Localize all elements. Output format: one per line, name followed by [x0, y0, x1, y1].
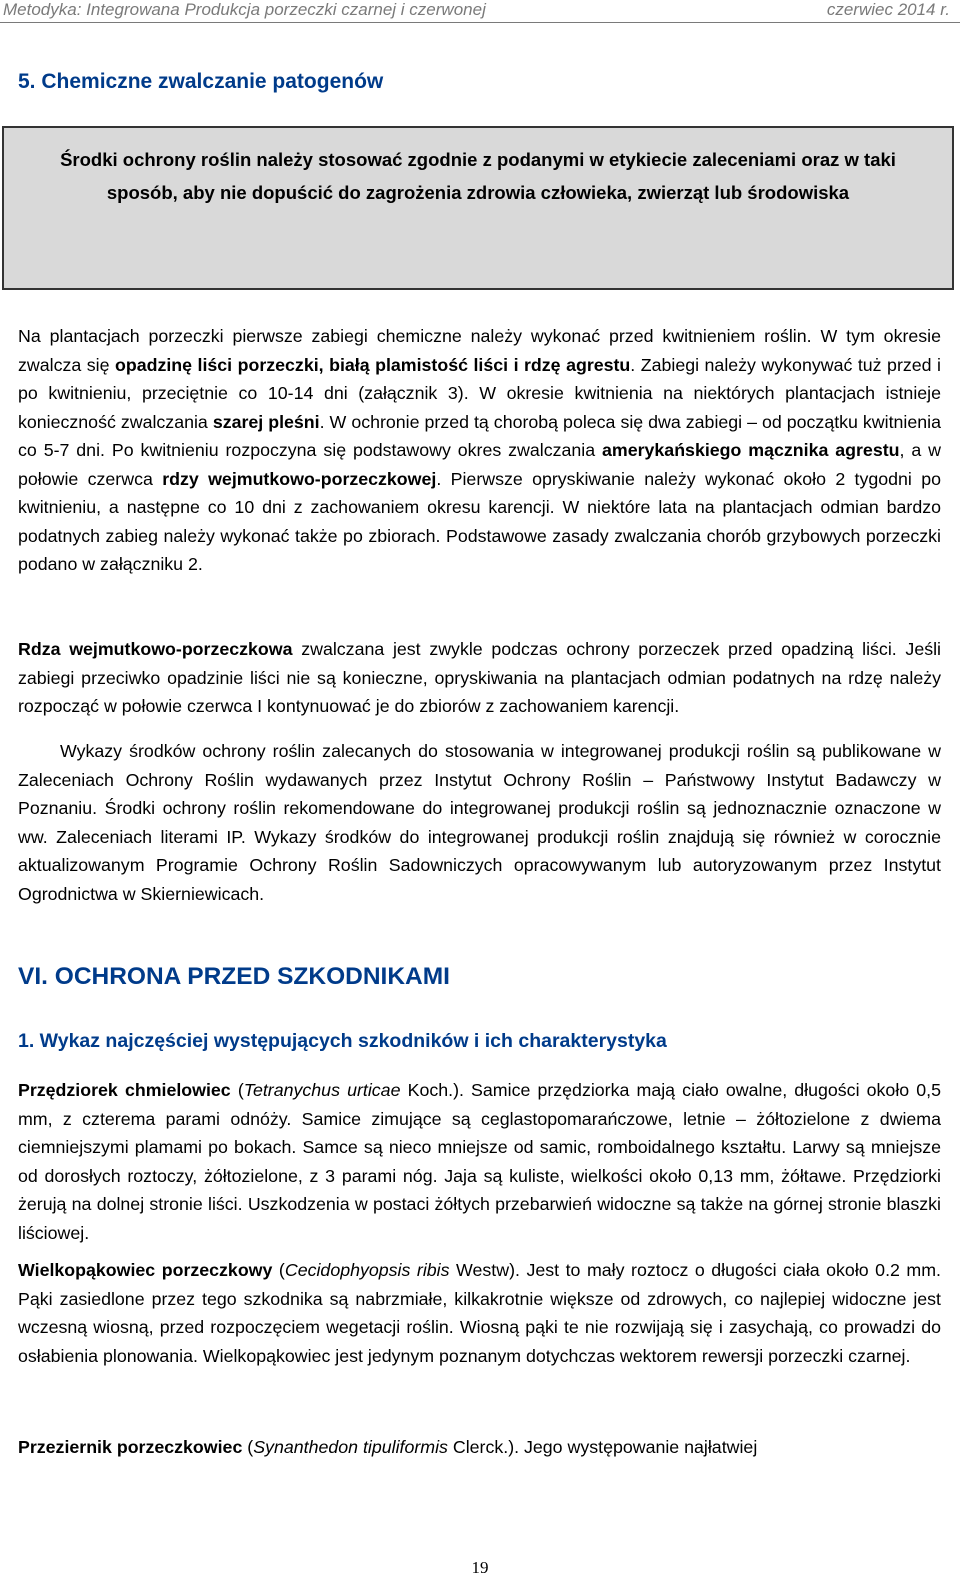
- section-heading-5: 5. Chemiczne zwalczanie patogenów: [18, 70, 384, 93]
- paragraph-text: Na plantacjach porzeczki pierwsze zabiegi chemiczne należy wykonać przed kwitnieniem roślin. W tym okresie zwalcza się: [18, 326, 941, 375]
- bold-term: opadzinę liści porzeczki, białą plamistość liści i rdzę agrestu: [114, 354, 631, 375]
- section-heading-vi: VI. OCHRONA PRZED SZKODNIKAMI: [18, 963, 450, 990]
- paragraph-ip-lists: Wykazy środków ochrony roślin zalecanych do stosowania w integrowanej produkcji roślin są publikowane w Zaleceniach Ochrony Roślin wydawanych przez Instytut Ochrony Roślin – Państwowy Instytut Badawczy w Poznaniu. Środki ochrony roślin rekomendowane do integrowanej produkcji roślin są jednoznacznie oznaczone w ww. Zaleceniach literami IP. Wykazy środków do integrowanej produkcji roślin znajdują się również w corocznie aktualizowanym Programie Ochrony Roślin Sadowniczych opracowywanym lub autoryzowanym przez Instytut Ogrodnictwa w Skierniewicach.: [18, 741, 941, 904]
- notice-text: Środki ochrony roślin należy stosować zgodnie z podanymi w etykiecie zaleceniami oraz w taki sposób, aby nie dopuścić do zagrożenia zdrowia człowieka, zwierząt lub środowiska: [60, 149, 896, 203]
- running-header: [0, 0, 960, 22]
- notice-box: [2, 126, 954, 290]
- bold-term: Rdza wejmutkowo-porzeczkowa: [18, 639, 293, 659]
- paragraph-text: . Pierwsze opryskiwanie należy wykonać około 2 tygodni po kwitnieniu, a następne co 10 dni z zachowaniem okresu karencji. W niektóre lata na plantacjach odmian bardzo podatnych zabieg należy wykonać także po zbiorach. Podstawowe zasady zwalczania chorób grzybowych porzeczki podano w załączniku 2.: [18, 468, 942, 574]
- latin-name: Cecidophyopsis ribis: [284, 1260, 450, 1280]
- bold-term: amerykańskiego mącznika agrestu: [602, 440, 900, 460]
- latin-name: Tetranychus urticae: [243, 1080, 401, 1100]
- paragraph-text: Clerck.). Jego występowanie najłatwiej: [447, 1437, 758, 1457]
- paragraph-text: , a w połowie czerwca: [18, 440, 941, 489]
- pest-name: Przeziernik porzeczkowiec: [18, 1437, 243, 1457]
- paragraph-text: zwalczana jest zwykle podczas ochrony porzeczek przed opadziną liści. Jeśli zabiegi przeciwko opadzinie liści nie są konieczne, opryskiwania na plantacjach odmian podatnych na rdzę należy rozpocząć w połowie czerwca I kontynuować je do zbiorów z zachowaniem karencji.: [18, 639, 941, 716]
- paragraph-pest-spider-mite: Przędziorek chmielowiec (Tetranychus urticae Koch.). Samice przędziorka mają ciało owalne, długości około 0,5 mm, z czterema parami odnóży. Samice zimujące są ceglastopomarańczowe, letnie – żółtozielone z dwiema ciemniejszymi plamami po bokach. Samce są nieco mniejsze od samic, romboidalnego kształtu. Larwy są mniejsze od dorosłych roztoczy, żółtozielone, z 3 parami nóg. Jaja są kuliste, wielkości około 0,13 mm, żółtawe. Przędziorki żerują na dolnej stronie liści. Uszkodzenia w postaci żółtych przebarwień widoczne są także na górnej stronie blaszki liściowej.: [18, 1080, 942, 1243]
- bold-term: rdzy wejmutkowo-porzeczkowej: [162, 468, 437, 489]
- pest-name: Wielkopąkowiec porzeczkowy: [18, 1260, 273, 1280]
- paragraph-pest-clearwing: Przeziernik porzeczkowiec (Synanthedon tipuliformis Clerck.). Jego występowanie najłatwiej: [18, 1437, 758, 1457]
- bold-term: szarej pleśni: [212, 411, 320, 432]
- paragraph-text: Koch.). Samice przędziorka mają ciało owalne, długości około 0,5 mm, z czterema parami odnóży. Samice zimujące są ceglastopomarańczowe, letnie – żółtozielone z dwiema ciemniejszymi plamami po bokach. Samce są nieco mniejsze od samic, romboidalnego kształtu. Larwy są mniejsze od dorosłych roztoczy, żółtozielone, z 3 parami nóg. Jaja są kuliste, wielkości około 0,13 mm, żółtawe. Przędziorki żerują na dolnej stronie liści. Uszkodzenia w postaci żółtych przebarwień widoczne są także na górnej stronie blaszki liściowej.: [18, 1080, 942, 1243]
- paragraph-text: Westw). Jest to mały roztocz o długości ciała około 0.2 mm. Pąki zasiedlone przez tego szkodnika są nabrzmiałe, kilkakrotnie większe od zdrowych, co najlepiej widoczne jest wczesną wiosną, przed rozpoczęciem wegetacji roślin. Wiosną pąki te nie rozwijają się i zasychają, co prowadzi do osłabienia plonowania. Wielkopąkowiec jest jedynym poznanym dotychczas wektorem rewersji porzeczki czarnej.: [18, 1260, 941, 1366]
- paragraph-text: . W ochronie przed tą chorobą poleca się dwa zabiegi – od początku kwitnienia co 5-7 dni. Po kwitnieniu rozpoczyna się podstawowy okres zwalczania: [18, 411, 941, 460]
- header-title: Metodyka: Integrowana Produkcja porzeczki czarnej i czerwonej: [3, 0, 486, 19]
- subsection-heading-1: 1. Wykaz najczęściej występujących szkodników i ich charakterystyka: [18, 1030, 667, 1052]
- paragraph-text: . Zabiegi należy wykonywać tuż przed i po kwitnieniu, przeciętnie co 10-14 dni (załącznik 3). W okresie kwitnienia na niektórych plantacjach istnieje konieczność zwalczania: [18, 354, 941, 432]
- header-rule: [0, 22, 960, 23]
- page-number: 19: [471, 1558, 489, 1577]
- header-date: czerwiec 2014 r.: [826, 0, 950, 19]
- paragraph-chemical-treatments: [18, 322, 941, 579]
- pest-name: Przędziorek chmielowiec: [18, 1080, 231, 1100]
- latin-name: Synanthedon tipuliformis: [253, 1437, 448, 1457]
- paragraph-pest-bud-mite: Wielkopąkowiec porzeczkowy (Cecidophyopsis ribis Westw). Jest to mały roztocz o długości ciała około 0.2 mm. Pąki zasiedlone przez tego szkodnika są nabrzmiałe, kilkakrotnie większe od zdrowych, co najlepiej widoczne jest wczesną wiosną, przed rozpoczęciem wegetacji roślin. Wiosną pąki te nie rozwijają się i zasychają, co prowadzi do osłabienia plonowania. Wielkopąkowiec jest jedynym poznanym dotychczas wektorem rewersji porzeczki czarnej.: [18, 1260, 941, 1366]
- paragraph-rust: [18, 635, 941, 721]
